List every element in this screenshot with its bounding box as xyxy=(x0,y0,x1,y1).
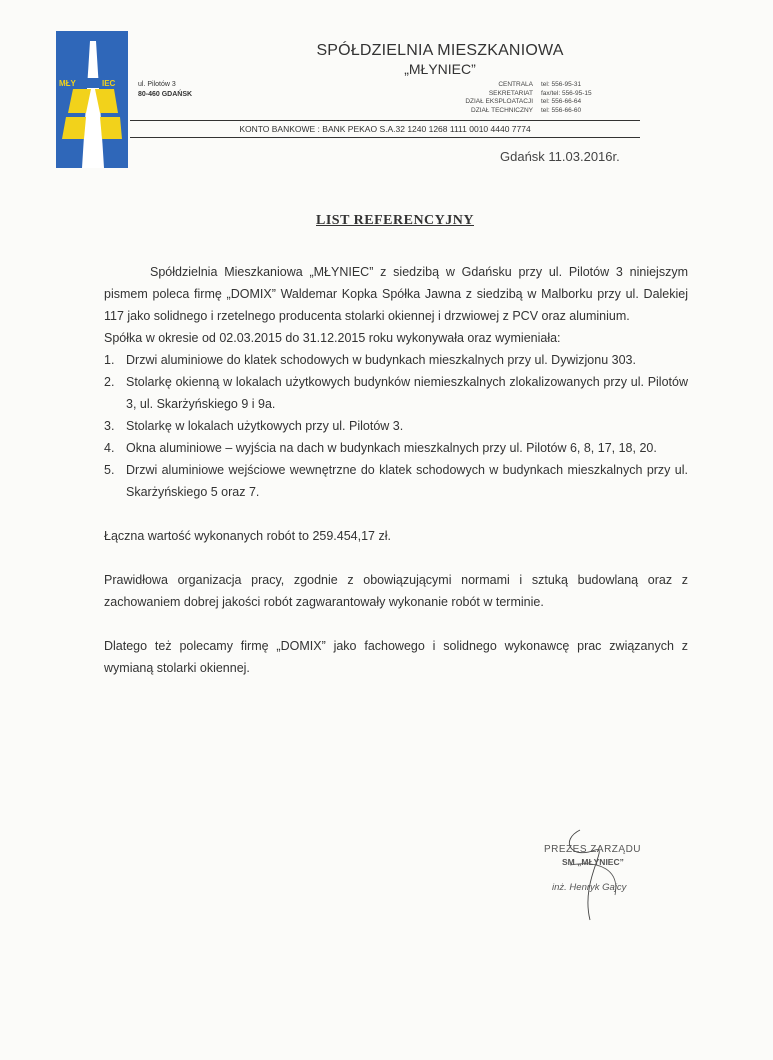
list-text: Stolarkę okienną w lokalach użytkowych budynków niemieszkalnych zlokalizowanych przy ul. Pilotów 3, ul. Skarżyńskiego 9 i 9a. xyxy=(126,375,688,411)
contact-row xyxy=(440,107,592,116)
works-list xyxy=(104,349,688,503)
list-item xyxy=(104,459,688,503)
total-value: Łączna wartość wykonanych robót to 259.454,17 zł. xyxy=(104,529,391,543)
paragraph-quality: Prawidłowa organizacja pracy, zgodnie z obowiązującymi normami i sztuką budowlaną oraz z zachowaniem dobrej jakości robót zagwarantowały wykonanie robót w terminie. xyxy=(104,573,688,609)
header-divider-bottom xyxy=(130,137,640,138)
signature-graphic xyxy=(540,820,690,930)
stamp-title: PREZES ZARZĄDU xyxy=(544,844,642,855)
list-number: 4. xyxy=(104,441,115,455)
contact-list xyxy=(440,81,592,115)
contact-label: CENTRALA xyxy=(498,81,533,88)
contact-value: tel: 556-66-60 xyxy=(541,106,582,114)
logo-text-left: MŁY xyxy=(59,79,76,88)
list-item xyxy=(104,349,688,371)
sender-address xyxy=(138,80,192,100)
contact-label: DZIAŁ EKSPLOATACJI xyxy=(465,98,533,105)
list-number: 5. xyxy=(104,463,115,477)
organization-name: SPÓŁDZIELNIA MIESZKANIOWA xyxy=(316,42,564,59)
address-street: ul. Pilotów 3 xyxy=(138,81,176,88)
organization-short-name: „MŁYNIEC” xyxy=(404,61,476,77)
letter-title: LIST REFERENCYJNY xyxy=(316,213,474,228)
logo-graphic xyxy=(56,31,128,168)
contact-label: SEKRETARIAT xyxy=(488,89,533,97)
list-text: Okna aluminiowe – wyjścia na dach w budynkach mieszkalnych przy ul. Pilotów 6, 8, 17, 18, 20. xyxy=(126,441,657,455)
paragraph-recommendation: Dlatego też polecamy firmę „DOMIX” jako fachowego i solidnego wykonawcę prac związanych z wymianą stolarki okiennej. xyxy=(104,639,688,675)
stamp-signatory: inż. Henryk Gajcy xyxy=(552,882,627,893)
contact-value: fax/tel: 556-95-15 xyxy=(541,89,592,97)
signature-block xyxy=(540,820,690,930)
list-text: Drzwi aluminiowe wejściowe wewnętrzne do klatek schodowych w budynkach mieszkalnych przy ul. Skarżyńskiego 5 oraz 7. xyxy=(126,463,688,499)
company-logo xyxy=(56,31,128,168)
bank-account: KONTO BANKOWE : BANK PEKAO S.A.32 1240 1268 1111 0010 4440 7774 xyxy=(239,124,531,134)
list-item xyxy=(104,371,688,415)
logo-text-right: IEC xyxy=(102,79,116,88)
contact-label: DZIAŁ TECHNICZNY xyxy=(471,106,533,114)
list-text: Drzwi aluminiowe do klatek schodowych w budynkach mieszkalnych przy ul. Dywizjonu 303. xyxy=(126,353,636,367)
address-city: 80-460 GDAŃSK xyxy=(138,91,193,98)
list-number: 2. xyxy=(104,375,115,389)
stamp-org: SM „MŁYNIEC” xyxy=(562,857,624,867)
contact-row xyxy=(440,90,592,99)
contact-row xyxy=(440,81,592,90)
contact-row xyxy=(440,98,592,107)
list-item xyxy=(104,437,688,459)
list-item xyxy=(104,415,688,437)
header-divider-top xyxy=(130,120,640,121)
letter-date: Gdańsk 11.03.2016r. xyxy=(500,149,620,164)
list-text: Stolarkę w lokalach użytkowych przy ul. Pilotów 3. xyxy=(126,419,404,433)
list-number: 3. xyxy=(104,419,115,433)
list-number: 1. xyxy=(104,353,115,367)
paragraph-intro: Spółdzielnia Mieszkaniowa „MŁYNIEC” z siedzibą w Gdańsku przy ul. Pilotów 3 niniejszym pismem poleca firmę „DOMIX” Waldemar Kopka Spółka Jawna z siedzibą w Malborku przy ul. Dalekiej 117 jako solidnego i rzetelnego producenta stolarki okiennej i drzwiowej z PCV oraz aluminium. xyxy=(104,265,688,323)
letter-body xyxy=(104,261,688,679)
paragraph-scope: Spółka w okresie od 02.03.2015 do 31.12.2015 roku wykonywała oraz wymieniała: xyxy=(104,331,561,345)
contact-value: tel: 556-95-31 xyxy=(541,81,582,88)
contact-value: tel: 556-66-64 xyxy=(541,98,582,105)
